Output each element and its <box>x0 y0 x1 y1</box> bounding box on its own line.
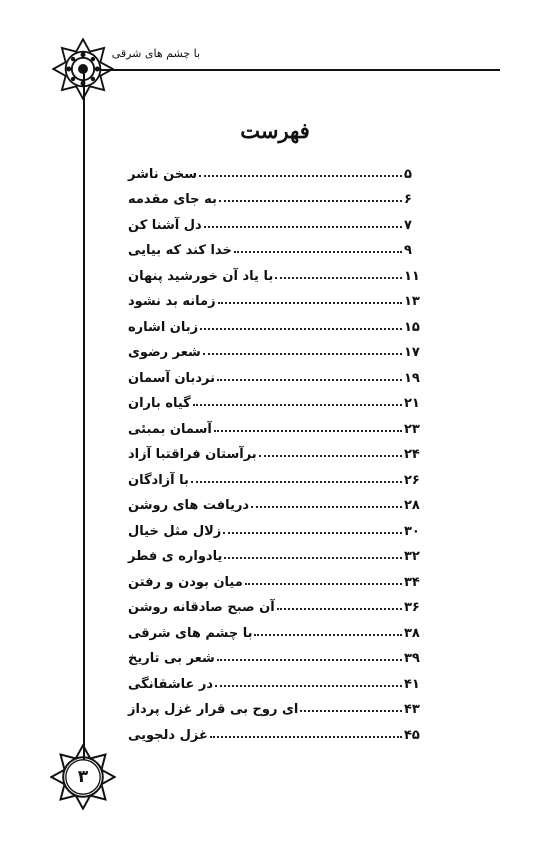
dot-leader <box>217 659 402 661</box>
toc-entry <box>128 692 422 718</box>
toc-entry-page: ۳۹ <box>404 651 420 666</box>
toc-entry-page: ۳۴ <box>404 574 420 590</box>
toc-entry-title: شعر رضوی <box>128 345 201 360</box>
rosette-ornament-icon <box>52 38 114 100</box>
toc-entry-title: دل آشنا کن <box>128 217 202 233</box>
toc-entry-page: ۲۸ <box>404 498 420 513</box>
dot-leader <box>275 277 402 279</box>
toc-entry <box>128 411 422 437</box>
toc-entry <box>128 258 422 284</box>
dot-leader <box>217 379 402 381</box>
dot-leader <box>200 328 402 330</box>
running-header-title: با چشم های شرقی <box>111 47 200 60</box>
toc-entry-title: نردبان آسمان <box>128 370 215 386</box>
dot-leader <box>218 302 402 304</box>
toc-entry-page: ۳۶ <box>404 600 420 615</box>
toc-entry-title: آن صبح صادقانه روشن <box>128 600 275 615</box>
dot-leader <box>215 685 402 687</box>
toc-entry-title: به جای مقدمه <box>128 192 217 207</box>
toc-entry-page: ۲۴ <box>404 447 420 462</box>
table-of-contents <box>128 156 422 743</box>
toc-entry-title: آسمان بمبئی <box>128 421 212 437</box>
toc-entry-page: ۴۵ <box>404 727 420 743</box>
toc-entry <box>128 156 422 182</box>
toc-entry <box>128 564 422 590</box>
dot-leader <box>203 353 402 355</box>
toc-entry <box>128 284 422 310</box>
dot-leader <box>254 634 402 636</box>
margin-rule <box>83 72 85 760</box>
dot-leader <box>224 557 402 559</box>
toc-entry <box>128 309 422 335</box>
dot-leader <box>204 226 402 228</box>
toc-entry <box>128 335 422 361</box>
dot-leader <box>219 200 402 202</box>
toc-entry-page: ۲۶ <box>404 472 420 488</box>
toc-entry-page: ۱۱ <box>404 268 420 284</box>
dot-leader <box>300 710 402 712</box>
toc-entry-title: با آزادگان <box>128 472 189 488</box>
toc-entry-title: برآستان فراقتبا آزاد <box>128 447 257 462</box>
toc-entry-title: دریافت های روشن <box>128 498 250 513</box>
dot-leader <box>259 455 402 457</box>
toc-entry-title: شعر بی تاریخ <box>128 651 215 666</box>
toc-entry-page: ۹ <box>404 243 412 258</box>
toc-entry-title: زلال مثل خیال <box>128 523 222 539</box>
dot-leader <box>193 404 402 406</box>
toc-entry-page: ۲۳ <box>404 421 420 437</box>
toc-entry-page: ۱۳ <box>404 294 420 309</box>
toc-entry <box>128 386 422 412</box>
toc-entry-page: ۲۱ <box>404 396 420 411</box>
toc-entry <box>128 437 422 463</box>
toc-entry <box>128 488 422 514</box>
dot-leader <box>223 532 402 534</box>
header-rule <box>100 69 500 71</box>
dot-leader <box>277 608 402 610</box>
toc-entry <box>128 539 422 565</box>
toc-entry <box>128 717 422 743</box>
toc-entry-title: با یاد آن خورشید پنهان <box>128 268 274 284</box>
toc-entry-title: زمانه بد نشود <box>128 294 216 309</box>
toc-entry <box>128 207 422 233</box>
toc-entry-title: میان بودن و رفتن <box>128 574 243 590</box>
toc-entry-page: ۱۹ <box>404 370 420 386</box>
toc-entry-page: ۱۷ <box>404 345 420 360</box>
dot-leader <box>199 175 402 177</box>
toc-entry-page: ۳۰ <box>404 523 420 539</box>
dot-leader <box>245 583 402 585</box>
dot-leader <box>214 430 402 432</box>
toc-entry <box>128 641 422 667</box>
dot-leader <box>191 481 402 483</box>
toc-entry-title: با چشم های شرقی <box>128 625 253 641</box>
toc-entry-page: ۳۸ <box>404 625 420 641</box>
dot-leader <box>210 736 402 738</box>
toc-entry-page: ۳۲ <box>404 549 420 564</box>
toc-entry <box>128 233 422 259</box>
toc-entry <box>128 462 422 488</box>
toc-entry <box>128 666 422 692</box>
toc-entry-title: ای روح بی قرار غزل پرداز <box>128 702 299 717</box>
toc-entry-page: ۴۱ <box>404 676 420 692</box>
toc-heading: فهرست <box>240 118 310 143</box>
toc-entry-page: ۷ <box>404 217 412 233</box>
dot-leader <box>251 506 402 508</box>
toc-entry-title: سخن ناشر <box>128 166 198 182</box>
toc-entry-page: ۱۵ <box>404 319 420 335</box>
dot-leader <box>234 251 402 253</box>
toc-entry-title: زبان اشاره <box>128 319 199 335</box>
toc-entry-title: خدا کند که بیایی <box>128 243 232 258</box>
toc-entry-title: غزل دلجویی <box>128 727 208 743</box>
toc-entry-title: یادواره ی فطر <box>128 549 223 564</box>
toc-entry <box>128 615 422 641</box>
toc-entry-page: ۵ <box>404 166 412 182</box>
toc-entry <box>128 513 422 539</box>
toc-entry-title: در عاشقانگی <box>128 676 214 692</box>
toc-entry-page: ۴۳ <box>404 702 420 717</box>
toc-entry-page: ۶ <box>404 192 412 207</box>
toc-entry <box>128 590 422 616</box>
toc-entry <box>128 360 422 386</box>
toc-entry <box>128 182 422 208</box>
toc-entry-title: گیاه باران <box>128 396 191 411</box>
page-number: ۳ <box>77 767 89 787</box>
